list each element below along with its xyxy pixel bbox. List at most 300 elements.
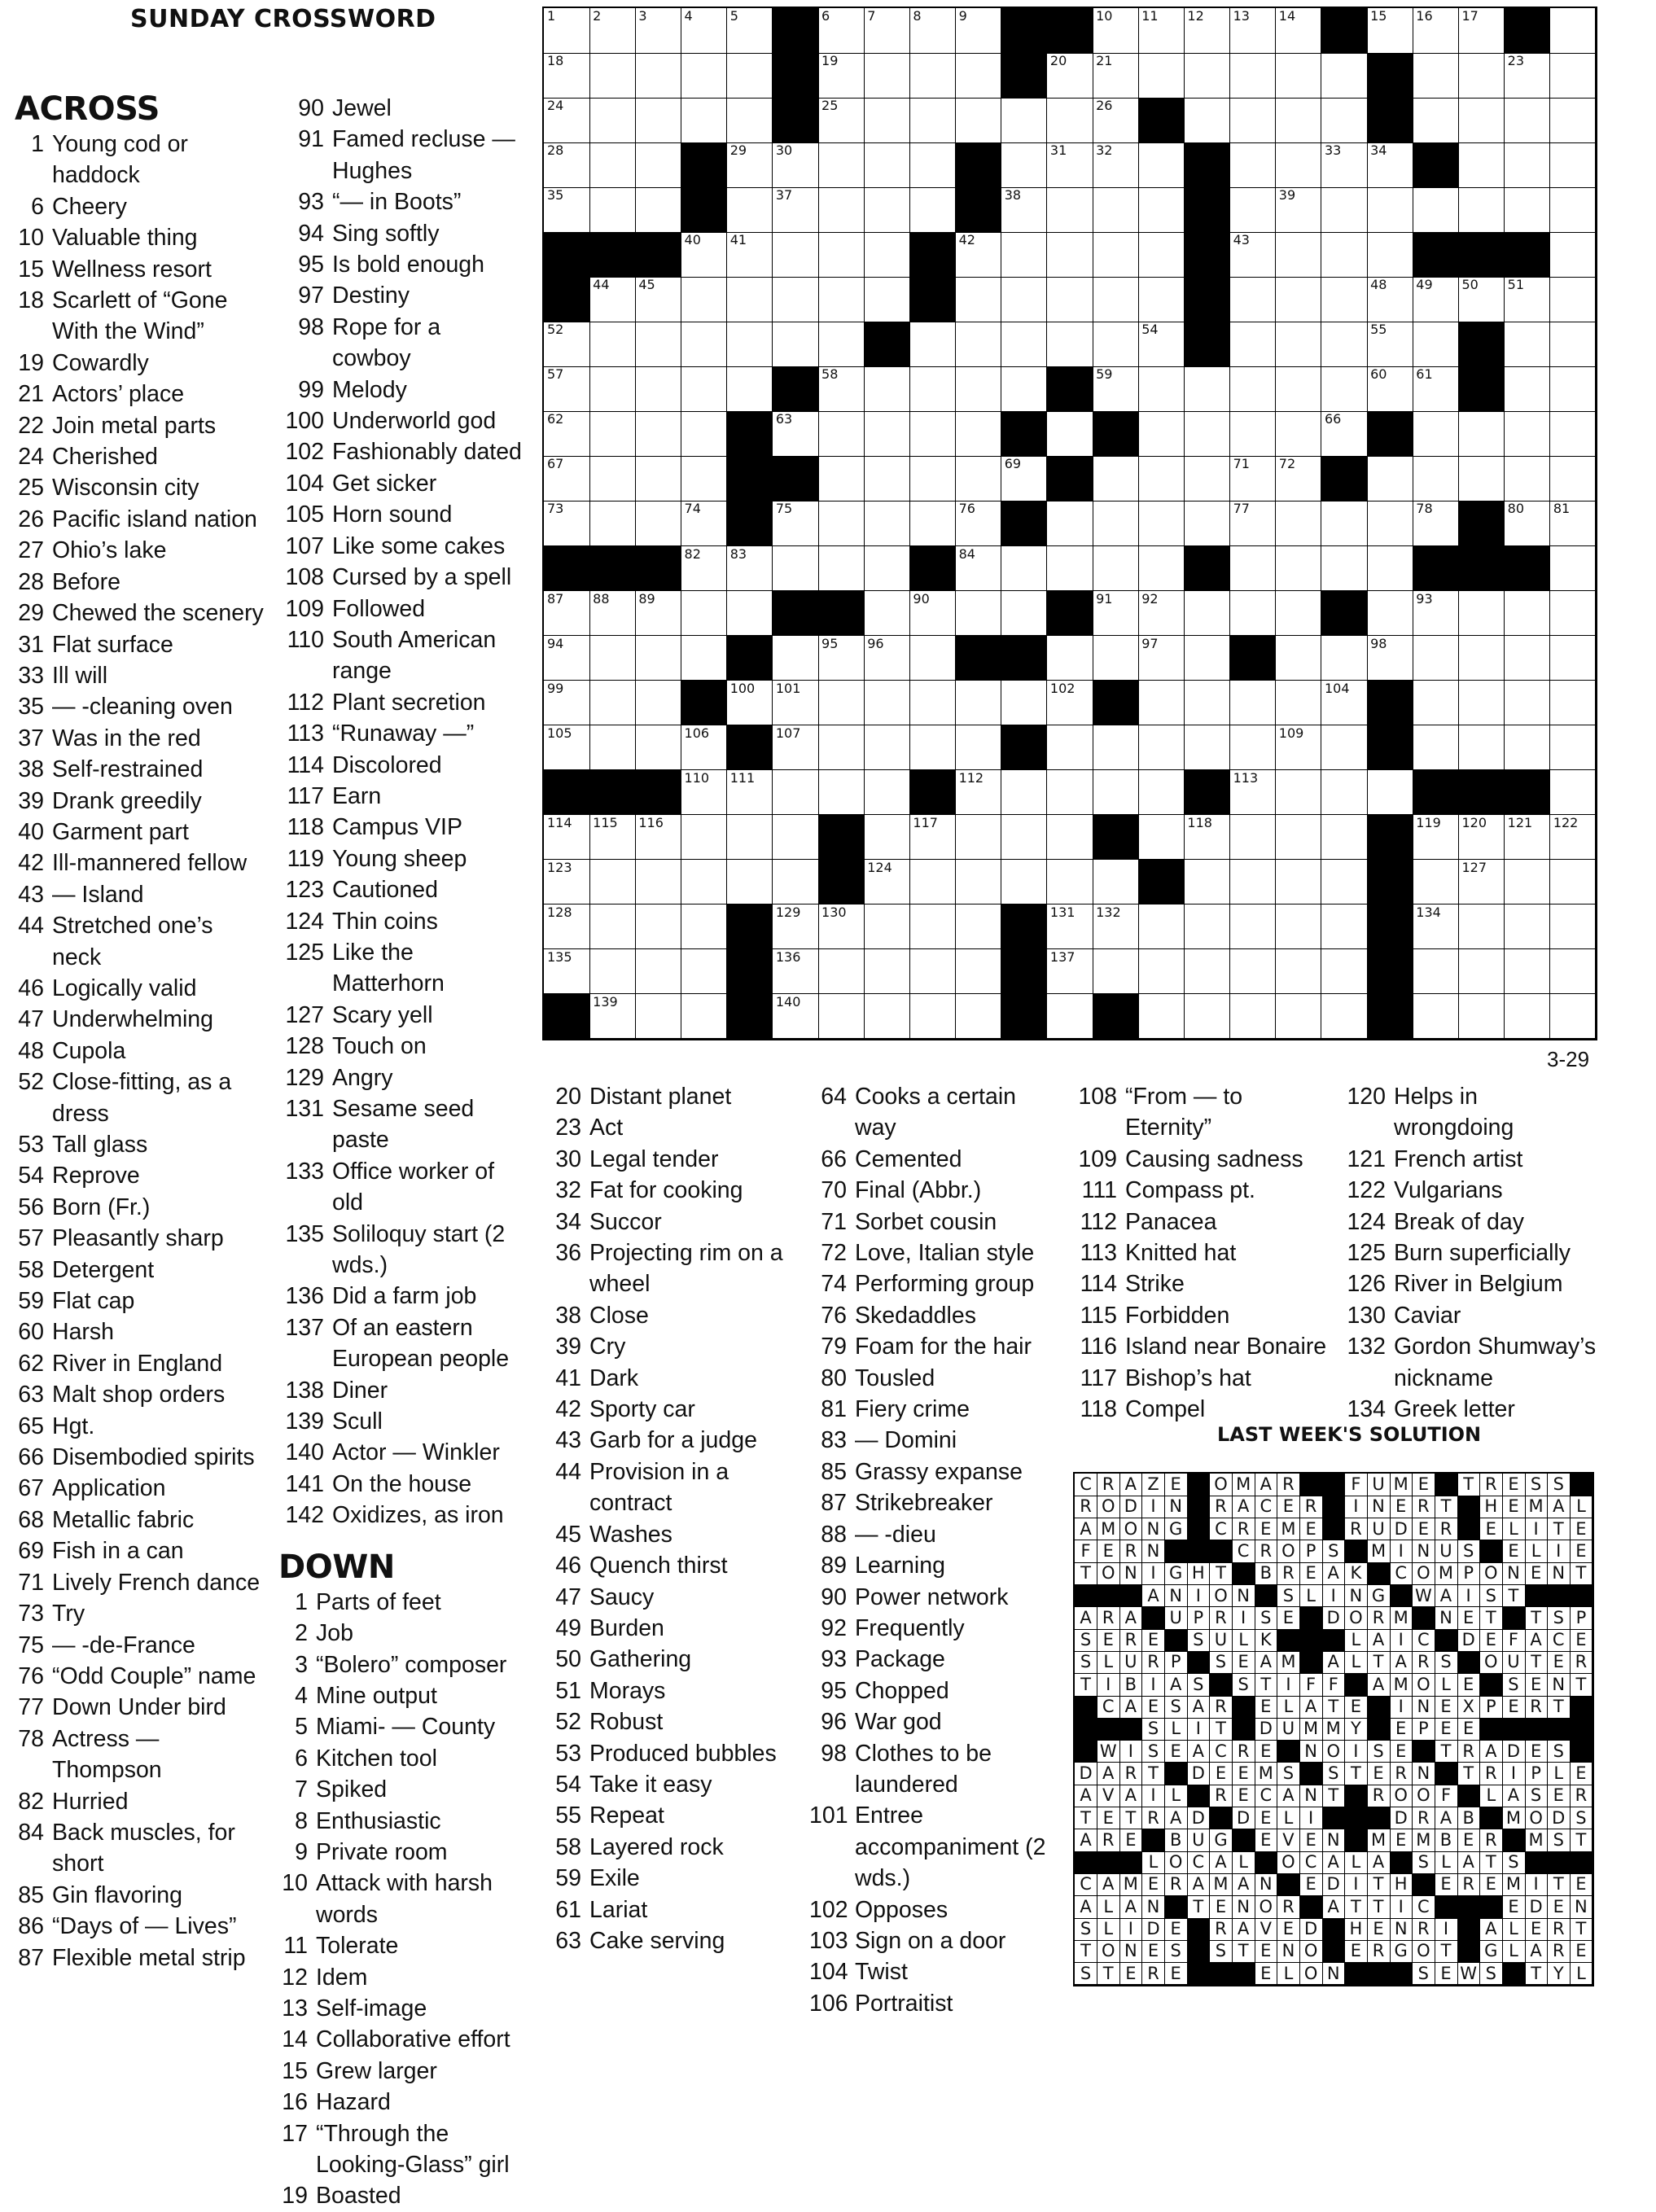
grid-square[interactable] bbox=[773, 860, 819, 905]
grid-square[interactable] bbox=[1413, 905, 1459, 950]
grid-square[interactable] bbox=[909, 725, 956, 771]
grid-square[interactable] bbox=[727, 98, 773, 143]
grid-square[interactable] bbox=[1001, 322, 1048, 367]
grid-square[interactable] bbox=[1047, 322, 1093, 367]
grid-square[interactable] bbox=[1505, 98, 1551, 143]
grid-square[interactable] bbox=[864, 53, 910, 99]
grid-square[interactable] bbox=[1276, 905, 1322, 950]
grid-square[interactable] bbox=[1047, 636, 1093, 681]
grid-square[interactable] bbox=[727, 142, 773, 188]
grid-square[interactable] bbox=[544, 142, 590, 188]
grid-square[interactable] bbox=[1550, 591, 1597, 637]
grid-square[interactable] bbox=[1184, 8, 1230, 54]
grid-square[interactable] bbox=[1458, 681, 1505, 726]
grid-square[interactable] bbox=[1047, 142, 1093, 188]
grid-square[interactable] bbox=[1505, 860, 1551, 905]
grid-square[interactable] bbox=[1276, 636, 1322, 681]
grid-square[interactable] bbox=[773, 681, 819, 726]
grid-square[interactable] bbox=[635, 905, 681, 950]
grid-square[interactable] bbox=[1276, 456, 1322, 502]
grid-square[interactable] bbox=[1505, 456, 1551, 502]
grid-square[interactable] bbox=[1184, 456, 1230, 502]
grid-square[interactable] bbox=[635, 322, 681, 367]
grid-square[interactable] bbox=[864, 949, 910, 995]
grid-square[interactable] bbox=[1413, 725, 1459, 771]
grid-square[interactable] bbox=[1047, 770, 1093, 816]
grid-square[interactable] bbox=[1505, 815, 1551, 861]
grid-square[interactable] bbox=[1458, 815, 1505, 861]
grid-square[interactable] bbox=[1276, 770, 1322, 816]
grid-square[interactable] bbox=[1230, 411, 1277, 457]
grid-square[interactable] bbox=[909, 411, 956, 457]
grid-square[interactable] bbox=[1138, 546, 1185, 592]
grid-square[interactable] bbox=[1550, 994, 1597, 1040]
grid-square[interactable] bbox=[1550, 860, 1597, 905]
grid-square[interactable] bbox=[635, 411, 681, 457]
grid-square[interactable] bbox=[1138, 994, 1185, 1040]
grid-square[interactable] bbox=[681, 591, 728, 637]
grid-square[interactable] bbox=[773, 187, 819, 233]
grid-square[interactable] bbox=[727, 53, 773, 99]
grid-square[interactable] bbox=[956, 53, 1002, 99]
grid-square[interactable] bbox=[909, 636, 956, 681]
grid-square[interactable] bbox=[1047, 681, 1093, 726]
grid-square[interactable] bbox=[956, 8, 1002, 54]
grid-square[interactable] bbox=[727, 591, 773, 637]
grid-square[interactable] bbox=[1001, 591, 1048, 637]
grid-square[interactable] bbox=[1138, 456, 1185, 502]
grid-square[interactable] bbox=[681, 905, 728, 950]
grid-square[interactable] bbox=[1230, 456, 1277, 502]
grid-square[interactable] bbox=[1505, 501, 1551, 546]
grid-square[interactable] bbox=[1047, 98, 1093, 143]
grid-square[interactable] bbox=[1276, 546, 1322, 592]
grid-square[interactable] bbox=[956, 949, 1002, 995]
grid-square[interactable] bbox=[681, 456, 728, 502]
grid-square[interactable] bbox=[956, 456, 1002, 502]
grid-square[interactable] bbox=[1138, 366, 1185, 412]
grid-square[interactable] bbox=[1184, 994, 1230, 1040]
grid-square[interactable] bbox=[1321, 636, 1368, 681]
grid-square[interactable] bbox=[1276, 8, 1322, 54]
grid-square[interactable] bbox=[1047, 411, 1093, 457]
grid-square[interactable] bbox=[1001, 456, 1048, 502]
grid-square[interactable] bbox=[727, 187, 773, 233]
grid-square[interactable] bbox=[773, 277, 819, 322]
grid-square[interactable] bbox=[544, 98, 590, 143]
grid-square[interactable] bbox=[635, 187, 681, 233]
grid-square[interactable] bbox=[1458, 636, 1505, 681]
grid-square[interactable] bbox=[544, 681, 590, 726]
grid-square[interactable] bbox=[1413, 501, 1459, 546]
grid-square[interactable] bbox=[1550, 546, 1597, 592]
grid-square[interactable] bbox=[1321, 232, 1368, 278]
grid-square[interactable] bbox=[1184, 98, 1230, 143]
grid-square[interactable] bbox=[1321, 725, 1368, 771]
grid-square[interactable] bbox=[818, 725, 865, 771]
grid-square[interactable] bbox=[1230, 322, 1277, 367]
grid-square[interactable] bbox=[1321, 815, 1368, 861]
grid-square[interactable] bbox=[589, 456, 636, 502]
grid-square[interactable] bbox=[1458, 860, 1505, 905]
grid-square[interactable] bbox=[681, 411, 728, 457]
grid-square[interactable] bbox=[773, 949, 819, 995]
grid-square[interactable] bbox=[589, 994, 636, 1040]
grid-square[interactable] bbox=[1367, 591, 1413, 637]
grid-square[interactable] bbox=[1138, 681, 1185, 726]
grid-square[interactable] bbox=[1001, 546, 1048, 592]
grid-square[interactable] bbox=[773, 770, 819, 816]
grid-square[interactable] bbox=[1321, 905, 1368, 950]
grid-square[interactable] bbox=[1001, 815, 1048, 861]
grid-square[interactable] bbox=[1093, 501, 1139, 546]
grid-square[interactable] bbox=[1367, 636, 1413, 681]
grid-square[interactable] bbox=[1276, 142, 1322, 188]
grid-square[interactable] bbox=[1184, 366, 1230, 412]
grid-square[interactable] bbox=[1413, 98, 1459, 143]
grid-square[interactable] bbox=[1367, 8, 1413, 54]
grid-square[interactable] bbox=[1321, 98, 1368, 143]
grid-square[interactable] bbox=[1230, 53, 1277, 99]
grid-square[interactable] bbox=[818, 366, 865, 412]
grid-square[interactable] bbox=[1367, 546, 1413, 592]
grid-square[interactable] bbox=[1321, 860, 1368, 905]
grid-square[interactable] bbox=[1550, 8, 1597, 54]
grid-square[interactable] bbox=[1230, 366, 1277, 412]
grid-square[interactable] bbox=[1321, 187, 1368, 233]
grid-square[interactable] bbox=[1367, 366, 1413, 412]
grid-square[interactable] bbox=[1093, 98, 1139, 143]
grid-square[interactable] bbox=[909, 322, 956, 367]
grid-square[interactable] bbox=[681, 636, 728, 681]
grid-square[interactable] bbox=[1550, 277, 1597, 322]
grid-square[interactable] bbox=[544, 949, 590, 995]
grid-square[interactable] bbox=[1550, 232, 1597, 278]
grid-square[interactable] bbox=[1550, 725, 1597, 771]
grid-square[interactable] bbox=[1321, 411, 1368, 457]
grid-square[interactable] bbox=[1550, 322, 1597, 367]
grid-square[interactable] bbox=[589, 8, 636, 54]
grid-square[interactable] bbox=[635, 860, 681, 905]
grid-square[interactable] bbox=[818, 770, 865, 816]
grid-square[interactable] bbox=[1047, 232, 1093, 278]
grid-square[interactable] bbox=[1138, 411, 1185, 457]
grid-square[interactable] bbox=[544, 815, 590, 861]
grid-square[interactable] bbox=[773, 411, 819, 457]
grid-square[interactable] bbox=[864, 725, 910, 771]
grid-square[interactable] bbox=[1505, 142, 1551, 188]
grid-square[interactable] bbox=[1093, 277, 1139, 322]
grid-square[interactable] bbox=[589, 949, 636, 995]
grid-square[interactable] bbox=[1230, 546, 1277, 592]
grid-square[interactable] bbox=[1505, 681, 1551, 726]
grid-square[interactable] bbox=[1138, 322, 1185, 367]
grid-square[interactable] bbox=[681, 770, 728, 816]
grid-square[interactable] bbox=[589, 815, 636, 861]
grid-square[interactable] bbox=[589, 860, 636, 905]
grid-square[interactable] bbox=[773, 815, 819, 861]
grid-square[interactable] bbox=[773, 994, 819, 1040]
grid-square[interactable] bbox=[1550, 187, 1597, 233]
grid-square[interactable] bbox=[1184, 905, 1230, 950]
grid-square[interactable] bbox=[1458, 187, 1505, 233]
grid-square[interactable] bbox=[589, 411, 636, 457]
grid-square[interactable] bbox=[681, 232, 728, 278]
grid-square[interactable] bbox=[1413, 277, 1459, 322]
grid-square[interactable] bbox=[773, 142, 819, 188]
grid-square[interactable] bbox=[818, 322, 865, 367]
grid-square[interactable] bbox=[1413, 636, 1459, 681]
grid-square[interactable] bbox=[1093, 456, 1139, 502]
grid-square[interactable] bbox=[635, 142, 681, 188]
grid-square[interactable] bbox=[681, 949, 728, 995]
grid-square[interactable] bbox=[1184, 53, 1230, 99]
grid-square[interactable] bbox=[1184, 411, 1230, 457]
grid-square[interactable] bbox=[773, 232, 819, 278]
grid-square[interactable] bbox=[1093, 53, 1139, 99]
grid-square[interactable] bbox=[1321, 681, 1368, 726]
grid-square[interactable] bbox=[1230, 815, 1277, 861]
grid-square[interactable] bbox=[864, 187, 910, 233]
grid-square[interactable] bbox=[635, 591, 681, 637]
grid-square[interactable] bbox=[1550, 815, 1597, 861]
grid-square[interactable] bbox=[956, 546, 1002, 592]
grid-square[interactable] bbox=[1230, 994, 1277, 1040]
grid-square[interactable] bbox=[909, 366, 956, 412]
grid-square[interactable] bbox=[635, 456, 681, 502]
grid-square[interactable] bbox=[727, 681, 773, 726]
grid-square[interactable] bbox=[1276, 501, 1322, 546]
grid-square[interactable] bbox=[1505, 53, 1551, 99]
grid-square[interactable] bbox=[727, 366, 773, 412]
grid-square[interactable] bbox=[818, 994, 865, 1040]
grid-square[interactable] bbox=[818, 8, 865, 54]
grid-square[interactable] bbox=[773, 501, 819, 546]
grid-square[interactable] bbox=[1001, 366, 1048, 412]
grid-square[interactable] bbox=[1093, 546, 1139, 592]
grid-square[interactable] bbox=[727, 770, 773, 816]
grid-square[interactable] bbox=[1505, 636, 1551, 681]
grid-square[interactable] bbox=[773, 546, 819, 592]
grid-square[interactable] bbox=[1367, 322, 1413, 367]
grid-square[interactable] bbox=[1230, 591, 1277, 637]
grid-square[interactable] bbox=[1550, 501, 1597, 546]
grid-square[interactable] bbox=[681, 546, 728, 592]
grid-square[interactable] bbox=[1276, 98, 1322, 143]
grid-square[interactable] bbox=[1093, 232, 1139, 278]
grid-square[interactable] bbox=[1458, 994, 1505, 1040]
grid-square[interactable] bbox=[681, 501, 728, 546]
grid-square[interactable] bbox=[1550, 949, 1597, 995]
grid-square[interactable] bbox=[1413, 366, 1459, 412]
grid-square[interactable] bbox=[909, 905, 956, 950]
grid-square[interactable] bbox=[1230, 681, 1277, 726]
grid-square[interactable] bbox=[1093, 725, 1139, 771]
grid-square[interactable] bbox=[956, 725, 1002, 771]
grid-square[interactable] bbox=[818, 277, 865, 322]
grid-square[interactable] bbox=[544, 905, 590, 950]
grid-square[interactable] bbox=[818, 98, 865, 143]
grid-square[interactable] bbox=[1505, 905, 1551, 950]
grid-square[interactable] bbox=[1138, 949, 1185, 995]
grid-square[interactable] bbox=[1276, 725, 1322, 771]
grid-square[interactable] bbox=[1550, 142, 1597, 188]
grid-square[interactable] bbox=[818, 949, 865, 995]
grid-square[interactable] bbox=[1093, 949, 1139, 995]
grid-square[interactable] bbox=[635, 994, 681, 1040]
grid-square[interactable] bbox=[589, 681, 636, 726]
grid-square[interactable] bbox=[1047, 501, 1093, 546]
grid-square[interactable] bbox=[589, 905, 636, 950]
grid-square[interactable] bbox=[1001, 860, 1048, 905]
grid-square[interactable] bbox=[589, 53, 636, 99]
grid-square[interactable] bbox=[635, 681, 681, 726]
grid-square[interactable] bbox=[544, 322, 590, 367]
grid-square[interactable] bbox=[956, 411, 1002, 457]
grid-square[interactable] bbox=[1276, 949, 1322, 995]
grid-square[interactable] bbox=[864, 815, 910, 861]
grid-square[interactable] bbox=[1138, 232, 1185, 278]
grid-square[interactable] bbox=[1276, 681, 1322, 726]
grid-square[interactable] bbox=[864, 905, 910, 950]
grid-square[interactable] bbox=[1138, 277, 1185, 322]
grid-square[interactable] bbox=[1138, 725, 1185, 771]
grid-square[interactable] bbox=[544, 591, 590, 637]
grid-square[interactable] bbox=[909, 501, 956, 546]
grid-square[interactable] bbox=[635, 815, 681, 861]
grid-square[interactable] bbox=[909, 860, 956, 905]
grid-square[interactable] bbox=[1276, 322, 1322, 367]
grid-square[interactable] bbox=[1413, 860, 1459, 905]
grid-square[interactable] bbox=[1321, 322, 1368, 367]
grid-square[interactable] bbox=[1367, 770, 1413, 816]
grid-square[interactable] bbox=[1001, 98, 1048, 143]
grid-square[interactable] bbox=[1276, 860, 1322, 905]
grid-square[interactable] bbox=[589, 277, 636, 322]
grid-square[interactable] bbox=[681, 815, 728, 861]
grid-square[interactable] bbox=[1321, 142, 1368, 188]
grid-square[interactable] bbox=[681, 8, 728, 54]
grid-square[interactable] bbox=[1413, 411, 1459, 457]
grid-square[interactable] bbox=[864, 681, 910, 726]
grid-square[interactable] bbox=[1413, 591, 1459, 637]
grid-square[interactable] bbox=[635, 53, 681, 99]
grid-square[interactable] bbox=[1276, 411, 1322, 457]
grid-square[interactable] bbox=[1047, 905, 1093, 950]
grid-square[interactable] bbox=[589, 725, 636, 771]
grid-square[interactable] bbox=[864, 98, 910, 143]
grid-square[interactable] bbox=[544, 501, 590, 546]
grid-square[interactable] bbox=[1138, 591, 1185, 637]
grid-square[interactable] bbox=[1321, 949, 1368, 995]
grid-square[interactable] bbox=[818, 546, 865, 592]
grid-square[interactable] bbox=[1047, 277, 1093, 322]
grid-square[interactable] bbox=[635, 636, 681, 681]
grid-square[interactable] bbox=[1230, 277, 1277, 322]
grid-square[interactable] bbox=[635, 277, 681, 322]
grid-square[interactable] bbox=[773, 725, 819, 771]
grid-square[interactable] bbox=[1413, 187, 1459, 233]
grid-square[interactable] bbox=[1413, 949, 1459, 995]
grid-square[interactable] bbox=[1505, 187, 1551, 233]
grid-square[interactable] bbox=[1047, 546, 1093, 592]
grid-square[interactable] bbox=[1367, 456, 1413, 502]
grid-square[interactable] bbox=[681, 277, 728, 322]
grid-square[interactable] bbox=[635, 501, 681, 546]
grid-square[interactable] bbox=[1321, 546, 1368, 592]
grid-square[interactable] bbox=[1230, 187, 1277, 233]
grid-square[interactable] bbox=[1367, 277, 1413, 322]
grid-square[interactable] bbox=[864, 277, 910, 322]
grid-square[interactable] bbox=[956, 591, 1002, 637]
grid-square[interactable] bbox=[1138, 53, 1185, 99]
grid-square[interactable] bbox=[1321, 994, 1368, 1040]
grid-square[interactable] bbox=[1230, 501, 1277, 546]
grid-square[interactable] bbox=[1230, 905, 1277, 950]
grid-square[interactable] bbox=[1184, 815, 1230, 861]
grid-square[interactable] bbox=[727, 815, 773, 861]
grid-square[interactable] bbox=[1230, 142, 1277, 188]
grid-square[interactable] bbox=[864, 994, 910, 1040]
grid-square[interactable] bbox=[1550, 770, 1597, 816]
grid-square[interactable] bbox=[589, 322, 636, 367]
grid-square[interactable] bbox=[1138, 905, 1185, 950]
grid-square[interactable] bbox=[1184, 681, 1230, 726]
grid-square[interactable] bbox=[1321, 366, 1368, 412]
grid-square[interactable] bbox=[1458, 949, 1505, 995]
grid-square[interactable] bbox=[1367, 187, 1413, 233]
grid-square[interactable] bbox=[1001, 770, 1048, 816]
grid-square[interactable] bbox=[635, 949, 681, 995]
grid-square[interactable] bbox=[1138, 142, 1185, 188]
grid-square[interactable] bbox=[1184, 725, 1230, 771]
grid-square[interactable] bbox=[1276, 53, 1322, 99]
grid-square[interactable] bbox=[1458, 905, 1505, 950]
grid-square[interactable] bbox=[727, 277, 773, 322]
grid-square[interactable] bbox=[544, 53, 590, 99]
grid-square[interactable] bbox=[1367, 501, 1413, 546]
grid-square[interactable] bbox=[1093, 860, 1139, 905]
grid-square[interactable] bbox=[544, 366, 590, 412]
grid-square[interactable] bbox=[1047, 860, 1093, 905]
grid-square[interactable] bbox=[544, 8, 590, 54]
grid-square[interactable] bbox=[1093, 187, 1139, 233]
grid-square[interactable] bbox=[727, 546, 773, 592]
grid-square[interactable] bbox=[1093, 636, 1139, 681]
grid-square[interactable] bbox=[864, 501, 910, 546]
grid-square[interactable] bbox=[818, 905, 865, 950]
grid-square[interactable] bbox=[864, 591, 910, 637]
grid-square[interactable] bbox=[544, 636, 590, 681]
grid-square[interactable] bbox=[1321, 770, 1368, 816]
grid-square[interactable] bbox=[1550, 636, 1597, 681]
grid-square[interactable] bbox=[1047, 949, 1093, 995]
grid-square[interactable] bbox=[589, 591, 636, 637]
grid-square[interactable] bbox=[1230, 98, 1277, 143]
grid-square[interactable] bbox=[1001, 142, 1048, 188]
grid-square[interactable] bbox=[1047, 725, 1093, 771]
grid-square[interactable] bbox=[589, 98, 636, 143]
grid-square[interactable] bbox=[1413, 53, 1459, 99]
grid-square[interactable] bbox=[1413, 681, 1459, 726]
grid-square[interactable] bbox=[1230, 949, 1277, 995]
grid-square[interactable] bbox=[727, 860, 773, 905]
grid-square[interactable] bbox=[818, 456, 865, 502]
grid-square[interactable] bbox=[909, 994, 956, 1040]
grid-square[interactable] bbox=[1413, 994, 1459, 1040]
grid-square[interactable] bbox=[1505, 277, 1551, 322]
grid-square[interactable] bbox=[1321, 53, 1368, 99]
